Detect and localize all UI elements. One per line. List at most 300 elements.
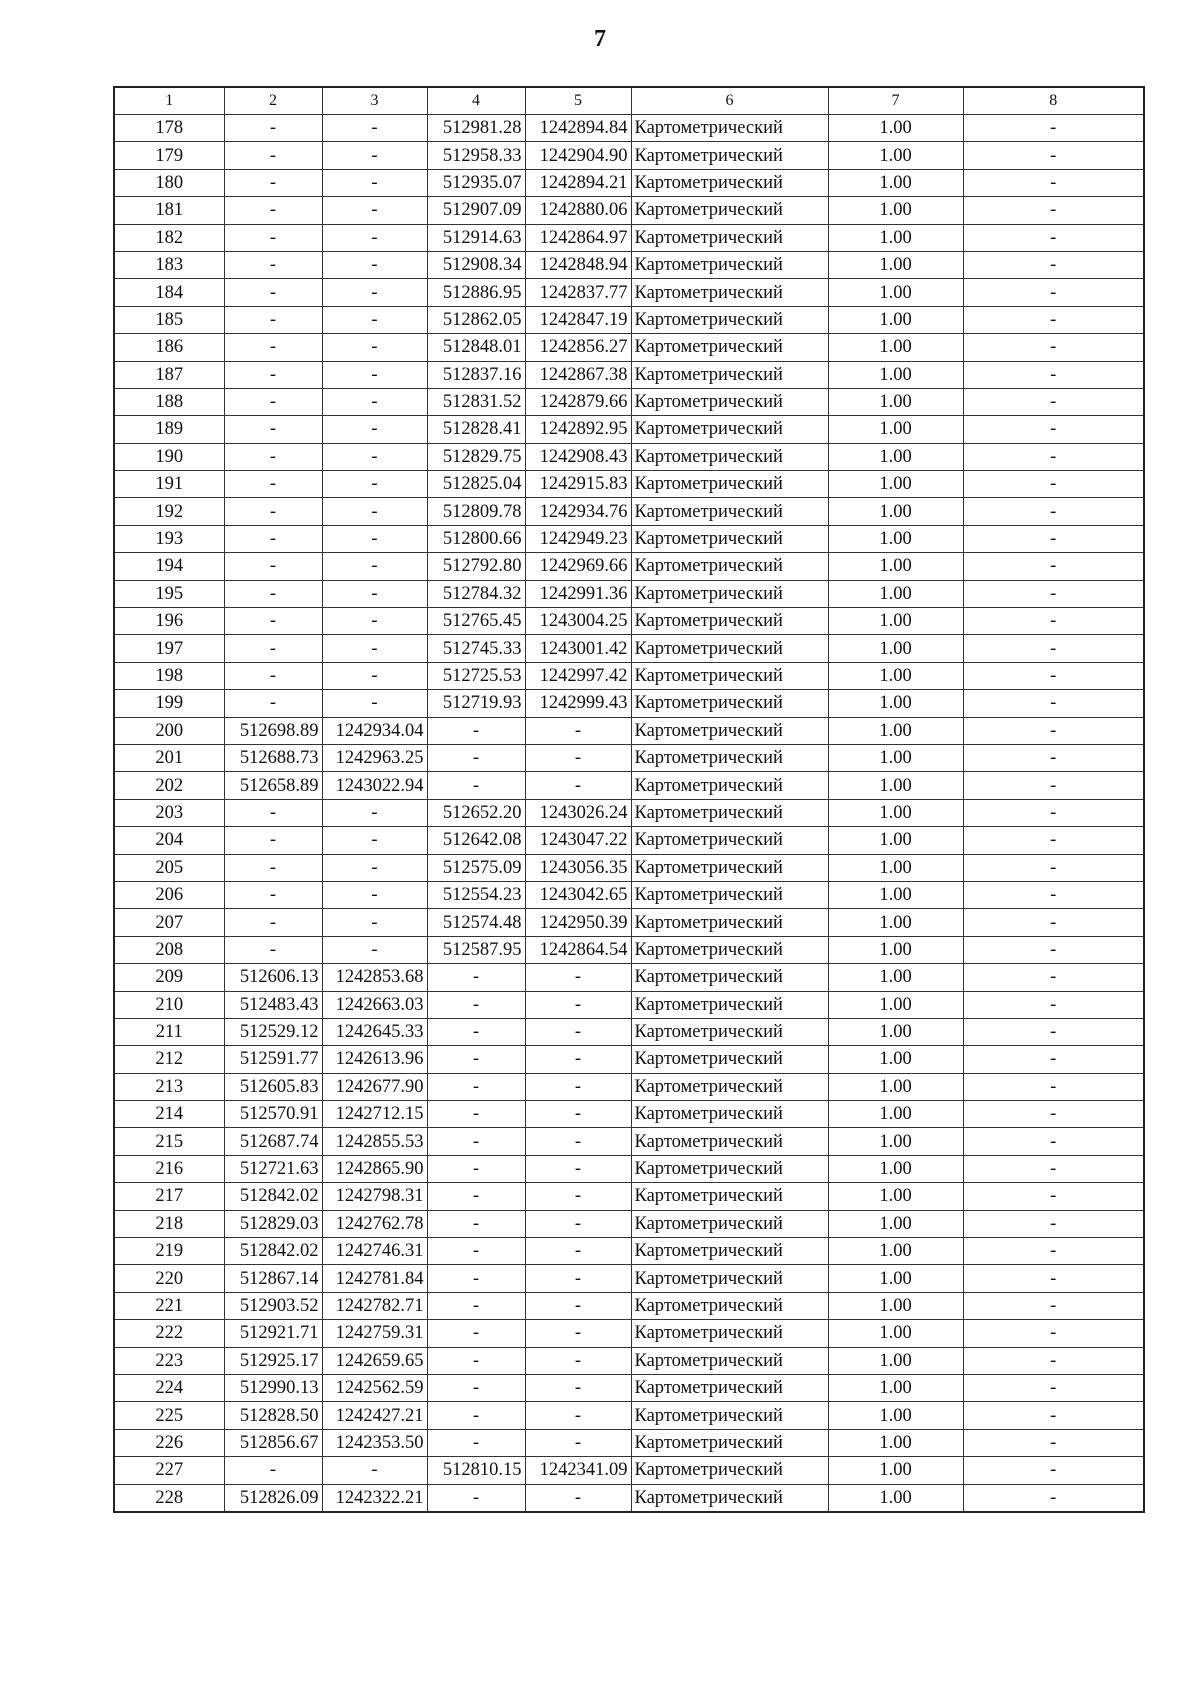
accuracy-cell: 1.00 [828, 1128, 963, 1155]
x-cell: 512935.07 [427, 169, 525, 196]
note-cell: - [963, 608, 1144, 635]
accuracy-cell: 1.00 [828, 635, 963, 662]
x-cell: - [427, 772, 525, 799]
x-cell: - [427, 1183, 525, 1210]
x-cell: 512721.63 [224, 1155, 322, 1182]
y-cell: - [525, 991, 631, 1018]
note-cell: - [963, 361, 1144, 388]
x-cell: - [427, 1484, 525, 1512]
x-cell: - [224, 799, 322, 826]
y-cell: - [322, 854, 427, 881]
accuracy-cell: 1.00 [828, 1292, 963, 1319]
x-cell: - [224, 854, 322, 881]
x-cell: - [427, 1128, 525, 1155]
header-cell: 1 [114, 87, 224, 115]
point-number-cell: 185 [114, 306, 224, 333]
x-cell: - [224, 142, 322, 169]
y-cell: - [525, 1402, 631, 1429]
x-cell: 512809.78 [427, 498, 525, 525]
point-number-cell: 215 [114, 1128, 224, 1155]
x-cell: 512907.09 [427, 197, 525, 224]
table-row [114, 388, 1144, 415]
x-cell: - [224, 608, 322, 635]
y-cell: - [525, 1265, 631, 1292]
accuracy-cell: 1.00 [828, 224, 963, 251]
y-cell: 1242879.66 [525, 388, 631, 415]
y-cell: - [322, 827, 427, 854]
y-cell: 1243042.65 [525, 881, 631, 908]
point-number-cell: 180 [114, 169, 224, 196]
y-cell: 1242322.21 [322, 1484, 427, 1512]
note-cell: - [963, 1101, 1144, 1128]
x-cell: - [427, 1374, 525, 1401]
x-cell: 512591.77 [224, 1046, 322, 1073]
point-number-cell: 178 [114, 115, 224, 142]
method-cell: Картометрический [631, 306, 828, 333]
y-cell: 1242341.09 [525, 1457, 631, 1484]
y-cell: 1242999.43 [525, 690, 631, 717]
x-cell: 512605.83 [224, 1073, 322, 1100]
y-cell: 1243022.94 [322, 772, 427, 799]
x-cell: 512587.95 [427, 936, 525, 963]
x-cell: 512829.75 [427, 443, 525, 470]
y-cell: - [525, 1101, 631, 1128]
point-number-cell: 225 [114, 1402, 224, 1429]
point-number-cell: 217 [114, 1183, 224, 1210]
table-row [114, 1265, 1144, 1292]
x-cell: - [224, 251, 322, 278]
x-cell: - [427, 1018, 525, 1045]
x-cell: 512837.16 [427, 361, 525, 388]
x-cell: - [224, 690, 322, 717]
x-cell: 512842.02 [224, 1183, 322, 1210]
x-cell: - [427, 1402, 525, 1429]
point-number-cell: 221 [114, 1292, 224, 1319]
method-cell: Картометрический [631, 1018, 828, 1045]
note-cell: - [963, 1183, 1144, 1210]
method-cell: Картометрический [631, 690, 828, 717]
y-cell: - [322, 197, 427, 224]
table-row [114, 334, 1144, 361]
point-number-cell: 222 [114, 1320, 224, 1347]
x-cell: - [224, 827, 322, 854]
method-cell: Картометрический [631, 525, 828, 552]
x-cell: - [427, 1101, 525, 1128]
y-cell: 1242659.65 [322, 1347, 427, 1374]
x-cell: 512606.13 [224, 964, 322, 991]
point-number-cell: 219 [114, 1238, 224, 1265]
table-header-row [114, 87, 1144, 115]
x-cell: - [427, 1210, 525, 1237]
point-number-cell: 210 [114, 991, 224, 1018]
point-number-cell: 223 [114, 1347, 224, 1374]
x-cell: - [427, 1265, 525, 1292]
table-row [114, 416, 1144, 443]
y-cell: - [525, 1347, 631, 1374]
x-cell: 512658.89 [224, 772, 322, 799]
y-cell: 1242915.83 [525, 471, 631, 498]
x-cell: - [224, 224, 322, 251]
point-number-cell: 207 [114, 909, 224, 936]
point-number-cell: 189 [114, 416, 224, 443]
accuracy-cell: 1.00 [828, 471, 963, 498]
y-cell: 1242613.96 [322, 1046, 427, 1073]
y-cell: - [525, 1374, 631, 1401]
note-cell: - [963, 991, 1144, 1018]
point-number-cell: 227 [114, 1457, 224, 1484]
x-cell: 512792.80 [427, 553, 525, 580]
y-cell: 1242712.15 [322, 1101, 427, 1128]
x-cell: - [427, 1073, 525, 1100]
table-row [114, 662, 1144, 689]
table-row [114, 224, 1144, 251]
accuracy-cell: 1.00 [828, 334, 963, 361]
table-row [114, 1429, 1144, 1456]
x-cell: 512981.28 [427, 115, 525, 142]
method-cell: Картометрический [631, 854, 828, 881]
method-cell: Картометрический [631, 498, 828, 525]
y-cell: - [525, 1128, 631, 1155]
accuracy-cell: 1.00 [828, 361, 963, 388]
x-cell: 512719.93 [427, 690, 525, 717]
note-cell: - [963, 224, 1144, 251]
y-cell: 1242856.27 [525, 334, 631, 361]
accuracy-cell: 1.00 [828, 1018, 963, 1045]
x-cell: - [224, 169, 322, 196]
y-cell: 1242969.66 [525, 553, 631, 580]
accuracy-cell: 1.00 [828, 909, 963, 936]
x-cell: - [224, 909, 322, 936]
point-number-cell: 198 [114, 662, 224, 689]
note-cell: - [963, 772, 1144, 799]
y-cell: - [525, 1183, 631, 1210]
method-cell: Картометрический [631, 936, 828, 963]
header-cell: 8 [963, 87, 1144, 115]
point-number-cell: 203 [114, 799, 224, 826]
accuracy-cell: 1.00 [828, 1155, 963, 1182]
point-number-cell: 187 [114, 361, 224, 388]
x-cell: - [224, 197, 322, 224]
table-row [114, 1210, 1144, 1237]
table-row [114, 580, 1144, 607]
accuracy-cell: 1.00 [828, 799, 963, 826]
accuracy-cell: 1.00 [828, 1320, 963, 1347]
method-cell: Картометрический [631, 909, 828, 936]
y-cell: - [322, 635, 427, 662]
method-cell: Картометрический [631, 1128, 828, 1155]
table-row [114, 1183, 1144, 1210]
accuracy-cell: 1.00 [828, 772, 963, 799]
accuracy-cell: 1.00 [828, 1210, 963, 1237]
point-number-cell: 184 [114, 279, 224, 306]
y-cell: 1242880.06 [525, 197, 631, 224]
accuracy-cell: 1.00 [828, 580, 963, 607]
y-cell: - [322, 443, 427, 470]
y-cell: 1243004.25 [525, 608, 631, 635]
y-cell: 1242663.03 [322, 991, 427, 1018]
x-cell: 512652.20 [427, 799, 525, 826]
y-cell: - [525, 717, 631, 744]
note-cell: - [963, 827, 1144, 854]
note-cell: - [963, 717, 1144, 744]
method-cell: Картометрический [631, 744, 828, 771]
y-cell: - [322, 498, 427, 525]
point-number-cell: 201 [114, 744, 224, 771]
y-cell: 1243001.42 [525, 635, 631, 662]
x-cell: - [427, 717, 525, 744]
method-cell: Картометрический [631, 827, 828, 854]
accuracy-cell: 1.00 [828, 662, 963, 689]
note-cell: - [963, 662, 1144, 689]
y-cell: - [525, 1046, 631, 1073]
y-cell: 1242894.21 [525, 169, 631, 196]
note-cell: - [963, 881, 1144, 908]
note-cell: - [963, 1018, 1144, 1045]
note-cell: - [963, 197, 1144, 224]
accuracy-cell: 1.00 [828, 197, 963, 224]
note-cell: - [963, 1402, 1144, 1429]
method-cell: Картометрический [631, 334, 828, 361]
method-cell: Картометрический [631, 608, 828, 635]
y-cell: - [525, 744, 631, 771]
table-row [114, 936, 1144, 963]
y-cell: - [525, 1429, 631, 1456]
method-cell: Картометрический [631, 1457, 828, 1484]
table-body [114, 87, 1144, 1512]
note-cell: - [963, 142, 1144, 169]
accuracy-cell: 1.00 [828, 1402, 963, 1429]
x-cell: 512831.52 [427, 388, 525, 415]
header-cell: 3 [322, 87, 427, 115]
y-cell: - [322, 416, 427, 443]
method-cell: Картометрический [631, 169, 828, 196]
x-cell: - [224, 306, 322, 333]
y-cell: - [322, 169, 427, 196]
point-number-cell: 228 [114, 1484, 224, 1512]
accuracy-cell: 1.00 [828, 854, 963, 881]
y-cell: 1242782.71 [322, 1292, 427, 1319]
point-number-cell: 192 [114, 498, 224, 525]
x-cell: 512483.43 [224, 991, 322, 1018]
point-number-cell: 181 [114, 197, 224, 224]
y-cell: - [525, 1320, 631, 1347]
x-cell: - [224, 881, 322, 908]
y-cell: - [525, 1155, 631, 1182]
x-cell: - [427, 1429, 525, 1456]
y-cell: - [322, 662, 427, 689]
note-cell: - [963, 1155, 1144, 1182]
y-cell: 1243056.35 [525, 854, 631, 881]
x-cell: 512687.74 [224, 1128, 322, 1155]
x-cell: 512698.89 [224, 717, 322, 744]
table-row [114, 717, 1144, 744]
y-cell: 1242934.76 [525, 498, 631, 525]
x-cell: 512867.14 [224, 1265, 322, 1292]
note-cell: - [963, 416, 1144, 443]
y-cell: - [525, 1210, 631, 1237]
table-row [114, 169, 1144, 196]
table-row [114, 991, 1144, 1018]
point-number-cell: 226 [114, 1429, 224, 1456]
y-cell: 1242908.43 [525, 443, 631, 470]
note-cell: - [963, 964, 1144, 991]
x-cell: 512908.34 [427, 251, 525, 278]
x-cell: 512688.73 [224, 744, 322, 771]
x-cell: - [427, 1292, 525, 1319]
y-cell: - [322, 580, 427, 607]
y-cell: 1242865.90 [322, 1155, 427, 1182]
note-cell: - [963, 1457, 1144, 1484]
method-cell: Картометрический [631, 964, 828, 991]
header-cell: 4 [427, 87, 525, 115]
note-cell: - [963, 909, 1144, 936]
note-cell: - [963, 388, 1144, 415]
accuracy-cell: 1.00 [828, 115, 963, 142]
table-row [114, 964, 1144, 991]
method-cell: Картометрический [631, 471, 828, 498]
table-row [114, 251, 1144, 278]
x-cell: - [224, 662, 322, 689]
accuracy-cell: 1.00 [828, 498, 963, 525]
x-cell: - [224, 498, 322, 525]
table-row [114, 1320, 1144, 1347]
point-number-cell: 220 [114, 1265, 224, 1292]
y-cell: 1242934.04 [322, 717, 427, 744]
x-cell: 512765.45 [427, 608, 525, 635]
method-cell: Картометрический [631, 1292, 828, 1319]
y-cell: 1242991.36 [525, 580, 631, 607]
note-cell: - [963, 936, 1144, 963]
y-cell: - [322, 1457, 427, 1484]
method-cell: Картометрический [631, 717, 828, 744]
accuracy-cell: 1.00 [828, 443, 963, 470]
y-cell: 1242798.31 [322, 1183, 427, 1210]
point-number-cell: 211 [114, 1018, 224, 1045]
accuracy-cell: 1.00 [828, 1101, 963, 1128]
y-cell: 1243047.22 [525, 827, 631, 854]
y-cell: 1242950.39 [525, 909, 631, 936]
x-cell: 512828.50 [224, 1402, 322, 1429]
y-cell: - [322, 388, 427, 415]
note-cell: - [963, 334, 1144, 361]
note-cell: - [963, 251, 1144, 278]
y-cell: - [525, 1018, 631, 1045]
x-cell: 512856.67 [224, 1429, 322, 1456]
table-row [114, 1073, 1144, 1100]
y-cell: 1242746.31 [322, 1238, 427, 1265]
y-cell: 1242848.94 [525, 251, 631, 278]
y-cell: - [322, 690, 427, 717]
table-row [114, 1402, 1144, 1429]
x-cell: - [427, 964, 525, 991]
header-cell: 2 [224, 87, 322, 115]
method-cell: Картометрический [631, 553, 828, 580]
point-number-cell: 202 [114, 772, 224, 799]
table-row [114, 553, 1144, 580]
note-cell: - [963, 525, 1144, 552]
header-cell: 5 [525, 87, 631, 115]
y-cell: - [322, 361, 427, 388]
table-row [114, 361, 1144, 388]
method-cell: Картометрический [631, 799, 828, 826]
x-cell: 512862.05 [427, 306, 525, 333]
note-cell: - [963, 1484, 1144, 1512]
method-cell: Картометрический [631, 635, 828, 662]
y-cell: 1242847.19 [525, 306, 631, 333]
y-cell: 1242645.33 [322, 1018, 427, 1045]
accuracy-cell: 1.00 [828, 388, 963, 415]
x-cell: - [427, 1046, 525, 1073]
x-cell: 512745.33 [427, 635, 525, 662]
point-number-cell: 213 [114, 1073, 224, 1100]
x-cell: 512575.09 [427, 854, 525, 881]
table-row [114, 909, 1144, 936]
point-number-cell: 205 [114, 854, 224, 881]
table-row [114, 1101, 1144, 1128]
accuracy-cell: 1.00 [828, 827, 963, 854]
note-cell: - [963, 1073, 1144, 1100]
method-cell: Картометрический [631, 1320, 828, 1347]
method-cell: Картометрический [631, 662, 828, 689]
method-cell: Картометрический [631, 142, 828, 169]
coordinates-table [113, 86, 1145, 1513]
method-cell: Картометрический [631, 772, 828, 799]
table-row [114, 799, 1144, 826]
y-cell: 1242562.59 [322, 1374, 427, 1401]
method-cell: Картометрический [631, 1238, 828, 1265]
table-row [114, 471, 1144, 498]
method-cell: Картометрический [631, 197, 828, 224]
table-row [114, 1484, 1144, 1512]
note-cell: - [963, 854, 1144, 881]
table-row [114, 1347, 1144, 1374]
point-number-cell: 179 [114, 142, 224, 169]
table-row [114, 1238, 1144, 1265]
table-row [114, 1374, 1144, 1401]
y-cell: 1242894.84 [525, 115, 631, 142]
point-number-cell: 199 [114, 690, 224, 717]
table-row [114, 881, 1144, 908]
point-number-cell: 186 [114, 334, 224, 361]
point-number-cell: 188 [114, 388, 224, 415]
y-cell: 1242855.53 [322, 1128, 427, 1155]
x-cell: - [224, 115, 322, 142]
method-cell: Картометрический [631, 1183, 828, 1210]
method-cell: Картометрический [631, 251, 828, 278]
x-cell: - [224, 471, 322, 498]
table-row [114, 142, 1144, 169]
y-cell: 1242867.38 [525, 361, 631, 388]
point-number-cell: 195 [114, 580, 224, 607]
x-cell: - [427, 1155, 525, 1182]
method-cell: Картометрический [631, 1265, 828, 1292]
y-cell: 1242677.90 [322, 1073, 427, 1100]
method-cell: Картометрический [631, 991, 828, 1018]
y-cell: 1242949.23 [525, 525, 631, 552]
note-cell: - [963, 1374, 1144, 1401]
header-cell: 7 [828, 87, 963, 115]
x-cell: 512828.41 [427, 416, 525, 443]
x-cell: - [224, 1457, 322, 1484]
x-cell: 512886.95 [427, 279, 525, 306]
x-cell: 512810.15 [427, 1457, 525, 1484]
accuracy-cell: 1.00 [828, 1265, 963, 1292]
method-cell: Картометрический [631, 388, 828, 415]
accuracy-cell: 1.00 [828, 251, 963, 278]
point-number-cell: 190 [114, 443, 224, 470]
x-cell: - [224, 443, 322, 470]
table-row [114, 690, 1144, 717]
